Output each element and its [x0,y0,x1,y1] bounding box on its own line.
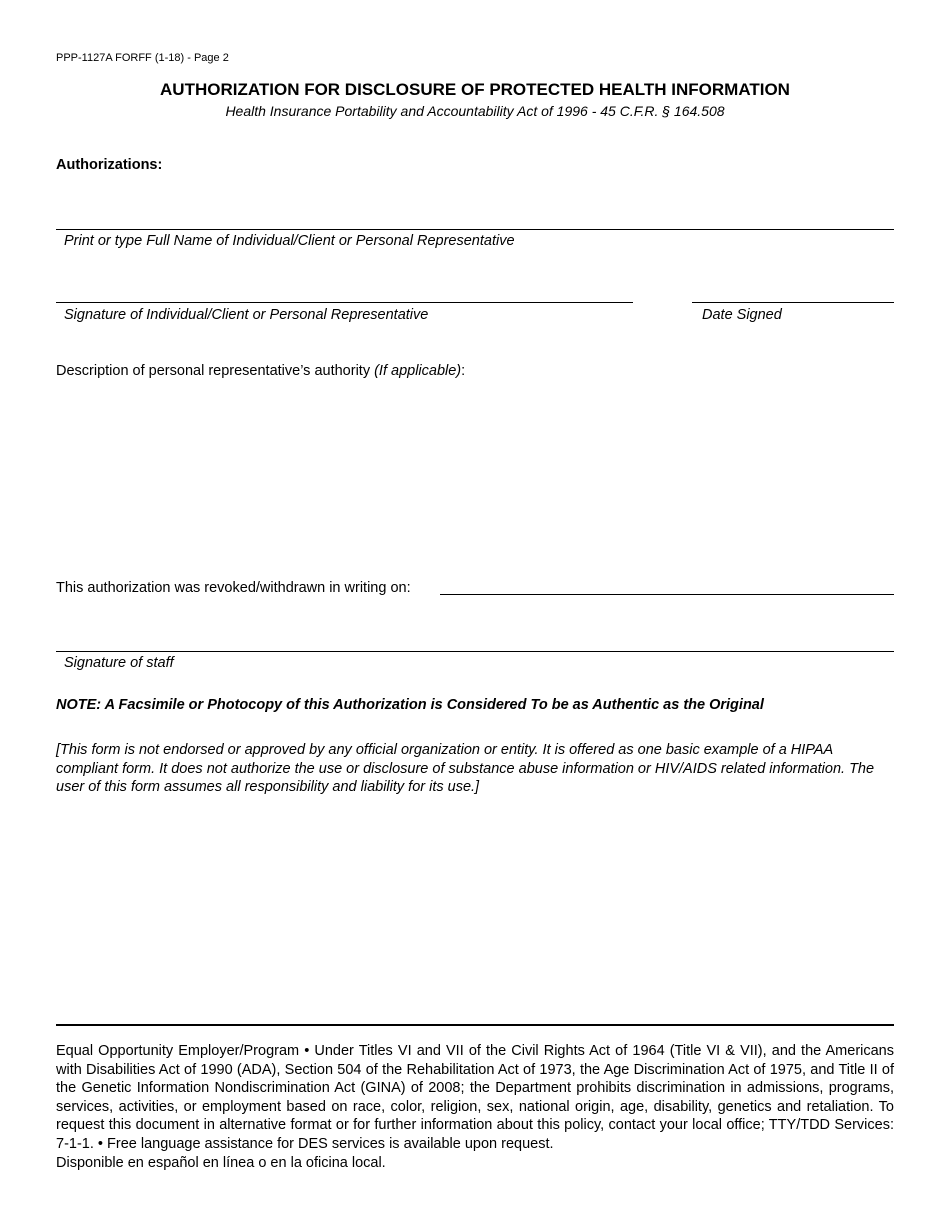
staff-signature-label: Signature of staff [64,655,174,671]
equal-opportunity-text: Equal Opportunity Employer/Program • Under Titles VI and VII of the Civil Rights Act of 1964 (Title VI & VII), and the Americans with Disabilities Act of 1990 (ADA), Section 504 of the Rehabilitation Act of 1973, the Age Discrimination Act of 1975, and Title II of the Genetic Information Nondiscrimination Act (GINA) of 2008; the Department prohibits discrimination in admissions, programs, services, activities, or employment based on race, color, religion, sex, national origin, age, disability, genetics and retaliation. To request this document in alternative format or for further information about this policy, contact your local office; TTY/TDD Services: 7-1-1. • Free language assistance for DES services is available upon request. [56,1043,894,1152]
spanish-availability-text: Disponible en español en línea o en la oficina local. [56,1154,386,1171]
authority-description-text: Description of personal representative’s authority [56,363,375,379]
authorizations-heading: Authorizations: [56,157,163,173]
authority-description-label [56,363,465,379]
date-signed-field[interactable] [692,302,894,303]
full-name-field[interactable] [56,229,894,230]
revoked-label: This authorization was revoked/withdrawn in writing on: [56,580,411,596]
page-subtitle: Health Insurance Portability and Accountability Act of 1996 - 45 C.F.R. § 164.508 [225,103,725,119]
revoked-date-field[interactable] [440,594,894,595]
footer-notice [56,1042,894,1172]
signature-field[interactable] [56,302,633,303]
facsimile-note: NOTE: A Facsimile or Photocopy of this Authorization is Considered To be as Authentic as the Original [56,697,764,713]
page-title: AUTHORIZATION FOR DISCLOSURE OF PROTECTED HEALTH INFORMATION [160,80,790,99]
disclaimer-text: [This form is not endorsed or approved by any official organization or entity. It is offered as one basic example of a HIPAA compliant form. It does not authorize the use or disclosure of substance abuse information or HIV/AIDS related information. The user of this form assumes all responsibility and liability for its use.] [56,742,875,795]
staff-signature-field[interactable] [56,651,894,652]
authority-description-area[interactable] [56,388,894,563]
date-signed-label: Date Signed [702,307,782,323]
authority-colon: : [461,363,466,379]
signature-label: Signature of Individual/Client or Personal Representative [64,307,429,323]
footer-divider [56,1024,894,1026]
full-name-label: Print or type Full Name of Individual/Client or Personal Representative [64,233,515,249]
authority-qualifier: (If applicable) [374,363,462,379]
form-id: PPP-1127A FORFF (1-18) - Page 2 [56,52,229,64]
